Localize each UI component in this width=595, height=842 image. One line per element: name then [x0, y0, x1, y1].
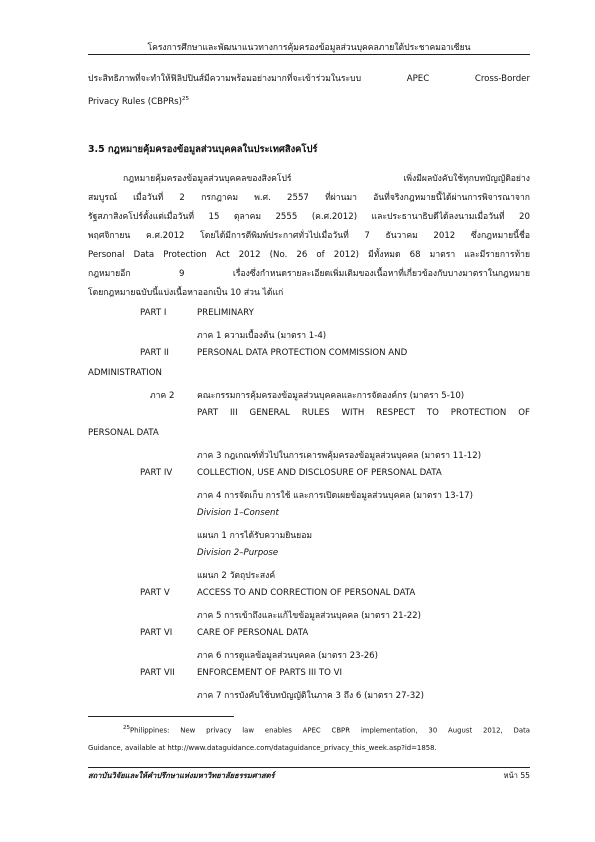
footnote-rule	[88, 716, 234, 717]
part-1-label: PART I	[140, 308, 167, 318]
part-2-th-label: ภาค 2	[150, 391, 175, 401]
intro-line-2	[88, 90, 530, 112]
part-1-title-en: PRELIMINARY	[197, 308, 254, 318]
part-2-title-en-cont: ADMINISTRATION	[88, 368, 162, 378]
part-3-title-th: ภาค 3 กฎเกณฑ์ทั่วไปในการเคารพคุ้มครองข้อมูลส่วนบุคคล (มาตรา 11-12)	[197, 451, 482, 461]
part-7-title-th: ภาค 7 การบังคับใช้บทบัญญัติในภาค 3 ถึง 6 (มาตรา 27-32)	[197, 691, 424, 701]
body-line-6: กฎหมายอีก 9 เรื่องซึ่งกำหนดรายละเอียดเพิ่มเติมของเนื้อหาที่เกี่ยวข้องกับบางมาตราในกฎหมาย	[88, 269, 530, 279]
part-6-label: PART VI	[140, 628, 173, 638]
part-7-title-en: ENFORCEMENT OF PARTS III TO VI	[197, 668, 343, 678]
footnote-line-2: Guidance, available at http://www.dataguidance.com/dataguidance_privacy_this_week.asp?id=1858.	[88, 744, 437, 752]
page-number: หน้า 55	[503, 771, 530, 780]
part-5-title-en: ACCESS TO AND CORRECTION OF PERSONAL DATA	[197, 588, 416, 598]
footer-institution: สถาบันวิจัยและให้คำปรึกษาแห่งมหาวิทยาลัยธรรมศาสตร์	[88, 771, 275, 780]
body-line-2: สมบูรณ์ เมื่อวันที่ 2 กรกฎาคม พ.ศ. 2557 ที่ผ่านมา อันที่จริงกฎหมายนี้ได้ผ่านการพิจารณาจาก	[88, 193, 530, 203]
part-2-title-en: PERSONAL DATA PROTECTION COMMISSION AND	[197, 348, 408, 358]
footnote-line-1	[123, 725, 530, 734]
part-4-title-th: ภาค 4 การจัดเก็บ การใช้ และการเปิดเผยข้อมูลส่วนบุคคล (มาตรา 13-17)	[197, 491, 473, 501]
footnote-number: 25	[123, 725, 130, 731]
body-line-7: โดยกฎหมายฉบับนี้แบ่งเนื้อหาออกเป็น 10 ส่วน ได้แก่	[88, 288, 284, 298]
part-3-title-en-cont: PERSONAL DATA	[88, 428, 159, 438]
part-2-label: PART II	[140, 348, 169, 358]
part-6-title-th: ภาค 6 การดูแลข้อมูลส่วนบุคคล (มาตรา 23-26)	[197, 651, 378, 661]
part-4-division-1-th: แผนก 1 การได้รับความยินยอม	[197, 531, 313, 541]
part-4-title-en: COLLECTION, USE AND DISCLOSURE OF PERSONAL DATA	[197, 468, 442, 478]
part-5-title-th: ภาค 5 การเข้าถึงและแก้ไขข้อมูลส่วนบุคคล (มาตรา 21-22)	[197, 611, 421, 621]
body-line-1: กฎหมายคุ้มครองข้อมูลส่วนบุคคลของสิงคโปร์ เพิ่งมีผลบังคับใช้ทุกบทบัญญัติอย่าง	[123, 174, 530, 184]
part-4-label: PART IV	[140, 468, 173, 478]
intro-line-2-text: Privacy Rules (CBPRs)	[88, 96, 182, 107]
running-header: โครงการศึกษาและพัฒนาแนวทางการคุ้มครองข้อมูลส่วนบุคคลภายใต้ประชาคมอาเซียน	[147, 43, 471, 53]
body-line-5: Personal Data Protection Act 2012 (No. 26 of 2012) มีทั้งหมด 68 มาตรา และมีรายการท้าย	[88, 250, 530, 260]
footnote-ref: 25	[182, 96, 189, 102]
part-7-label: PART VII	[140, 668, 175, 678]
part-5-label: PART V	[140, 588, 170, 598]
section-heading: 3.5 กฎหมายคุ้มครองข้อมูลส่วนบุคคลในประเทศสิงคโปร์	[88, 144, 318, 155]
part-1-title-th: ภาค 1 ความเบื้องต้น (มาตรา 1-4)	[197, 331, 327, 341]
part-6-title-en: CARE OF PERSONAL DATA	[197, 628, 309, 638]
footer-rule	[88, 767, 530, 768]
part-4-division-2-en: Division 2–Purpose	[197, 548, 279, 558]
header-rule	[88, 54, 530, 55]
part-3-title-en: PART III GENERAL RULES WITH RESPECT TO PROTECTION OF	[197, 408, 530, 418]
footnote-text-1: Philippines: New privacy law enables APEC CBPR implementation, 30 August 2012, Data	[130, 726, 530, 735]
body-line-4: พฤศจิกายน ค.ศ.2012 โดยได้มีการตีพิมพ์ประกาศทั่วไปเมื่อวันที่ 7 ธันวาคม 2012 ซึ่งกฎหมายนี้ชื่อ	[88, 231, 530, 241]
part-4-division-1-en: Division 1–Consent	[197, 508, 279, 518]
body-line-3: รัฐสภาสิงคโปร์ตั้งแต่เมื่อวันที่ 15 ตุลาคม 2555 (ค.ศ.2012) และประธานาธิบดีได้ลงนามเมื่อวันที่ 20	[88, 212, 530, 222]
part-4-division-2-th: แผนก 2 วัตถุประสงค์	[197, 571, 276, 581]
intro-line-1: ประสิทธิภาพที่จะทำให้ฟิลิปปินส์มีความพร้อมอย่างมากที่จะเข้าร่วมในระบบ APEC Cross-Border	[88, 74, 530, 84]
part-2-title-th: คณะกรรมการคุ้มครองข้อมูลส่วนบุคคลและการจัดองค์กร (มาตรา 5-10)	[197, 391, 465, 401]
